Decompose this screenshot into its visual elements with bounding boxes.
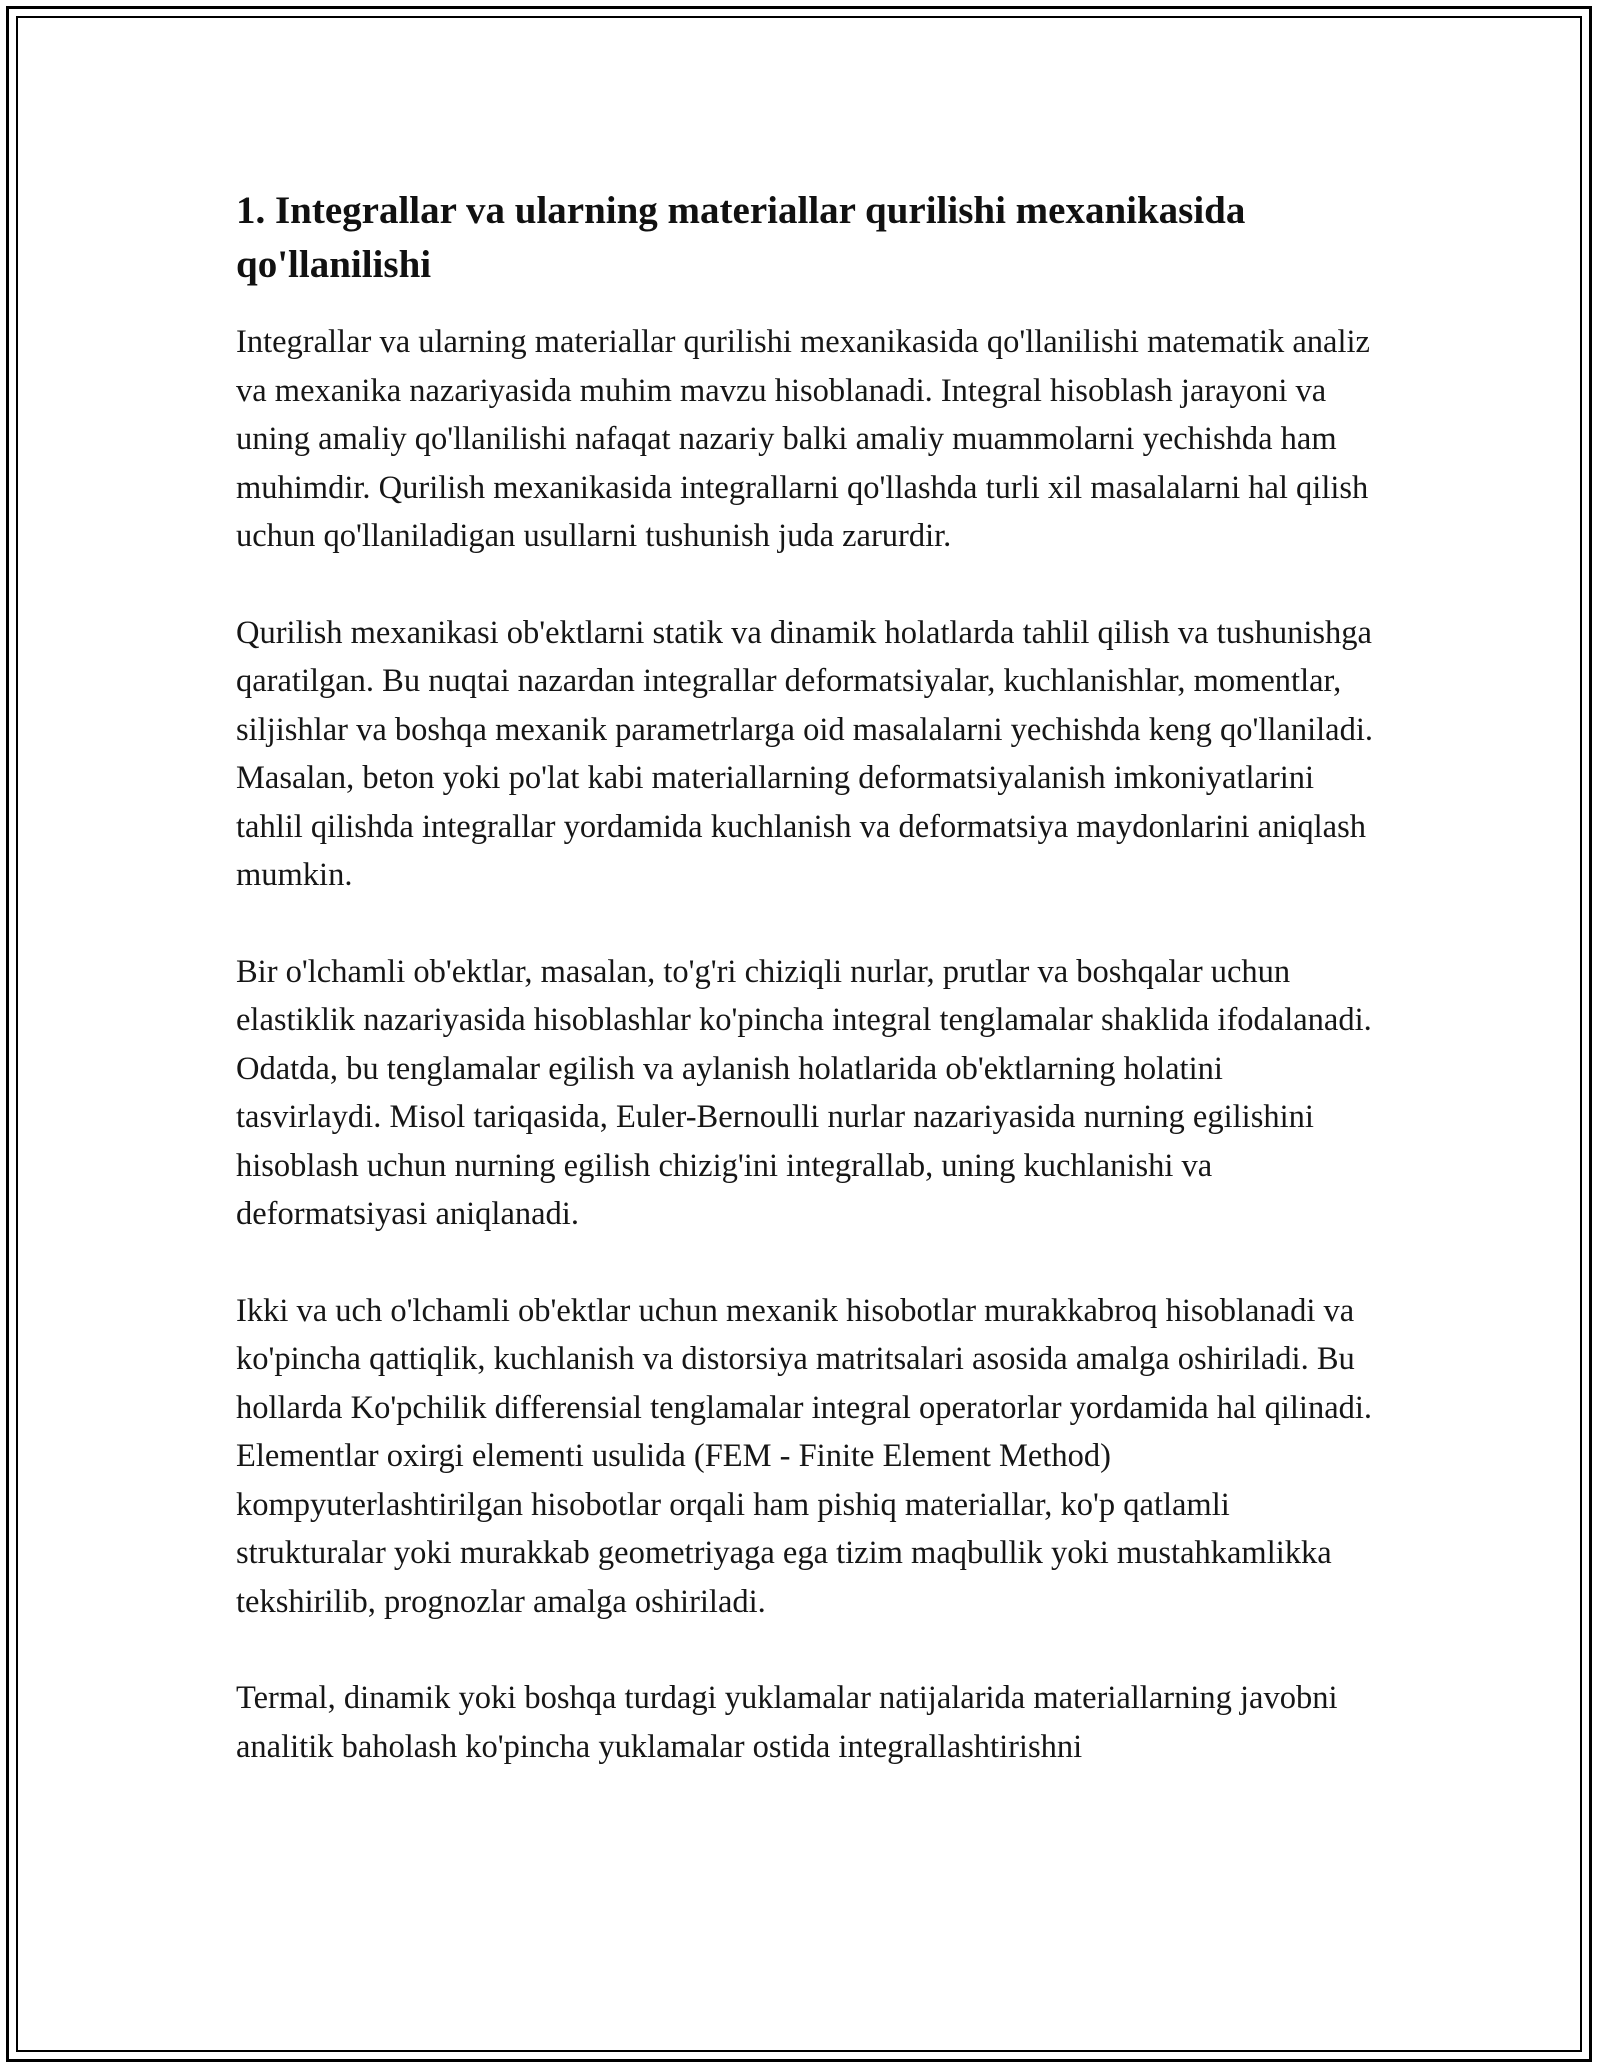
paragraph-1: Integrallar va ularning materiallar qurilishi mexanikasida qo'llanilishi matematik analiz va mexanika nazariyasida muhim mavzu hisoblanadi. Integral hisoblash jarayoni va uning amaliy qo'llanilishi nafaqat nazariy balki amaliy muammolarni yechishda ham muhimdir. Qurilish mexanikasida integrallarni qo'llashda turli xil masalalarni hal qilish uchun qo'llaniladigan usullarni tushunish juda zarurdir. [236,324,1370,554]
paragraph-5: Termal, dinamik yoki boshqa turdagi yuklamalar natijalarida materiallarning javobni analitik baholash ko'pincha yuklamalar ostida integrallashtirishni [236,1680,1338,1765]
paragraph-4: Ikki va uch o'lchamli ob'ektlar uchun mexanik hisobotlar murakkabroq hisoblanadi va ko'pincha qattiqlik, kuchlanish va distorsiya matritsalari asosida amalga oshiriladi. Bu hollarda Ko'pchilik differensial tenglamalar integral operatorlar yordamida hal qilinadi. Elementlar oxirgi elementi usulida (FEM - Finite Element Method) kompyuterlashtirilgan hisobotlar orqali ham pishiq materiallar, ko'p qatlamli strukturalar yoki murakkab geometriyaga ega tizim maqbullik yoki mustahkamlikka tekshirilib, prognozlar amalga oshiriladi. [236,1292,1373,1620]
document-body [236,184,1376,1819]
paragraph-2: Qurilish mexanikasi ob'ektlarni statik va dinamik holatlarda tahlil qilish va tushunishga qaratilgan. Bu nuqtai nazardan integrallar deformatsiyalar, kuchlanishlar, momentlar, siljishlar va boshqa mexanik parametrlarga oid masalalarni yechishda keng qo'llaniladi. Masalan, beton yoki po'lat kabi materiallarning deformatsiyalanish imkoniyatlarini tahlil qilishda integrallar yordamida kuchlanish va deformatsiya maydonlarini aniqlash mumkin. [236,614,1373,893]
paragraph-3: Bir o'lchamli ob'ektlar, masalan, to'g'ri chiziqli nurlar, prutlar va boshqalar uchun elastiklik nazariyasida hisoblashlar ko'pincha integral tenglamalar shaklida ifodalanadi. Odatda, bu tenglamalar egilish va aylanish holatlarida ob'ektlarning holatini tasvirlaydi. Misol tariqasida, Euler-Bernoulli nurlar nazariyasida nurning egilishini hisoblash uchun nurning egilish chizig'ini integrallab, uning kuchlanishi va deformatsiyasi aniqlanadi. [236,953,1372,1232]
section-heading: 1. Integrallar va ularning materiallar qurilishi mexanikasida qo'llanilishi [236,189,1246,286]
